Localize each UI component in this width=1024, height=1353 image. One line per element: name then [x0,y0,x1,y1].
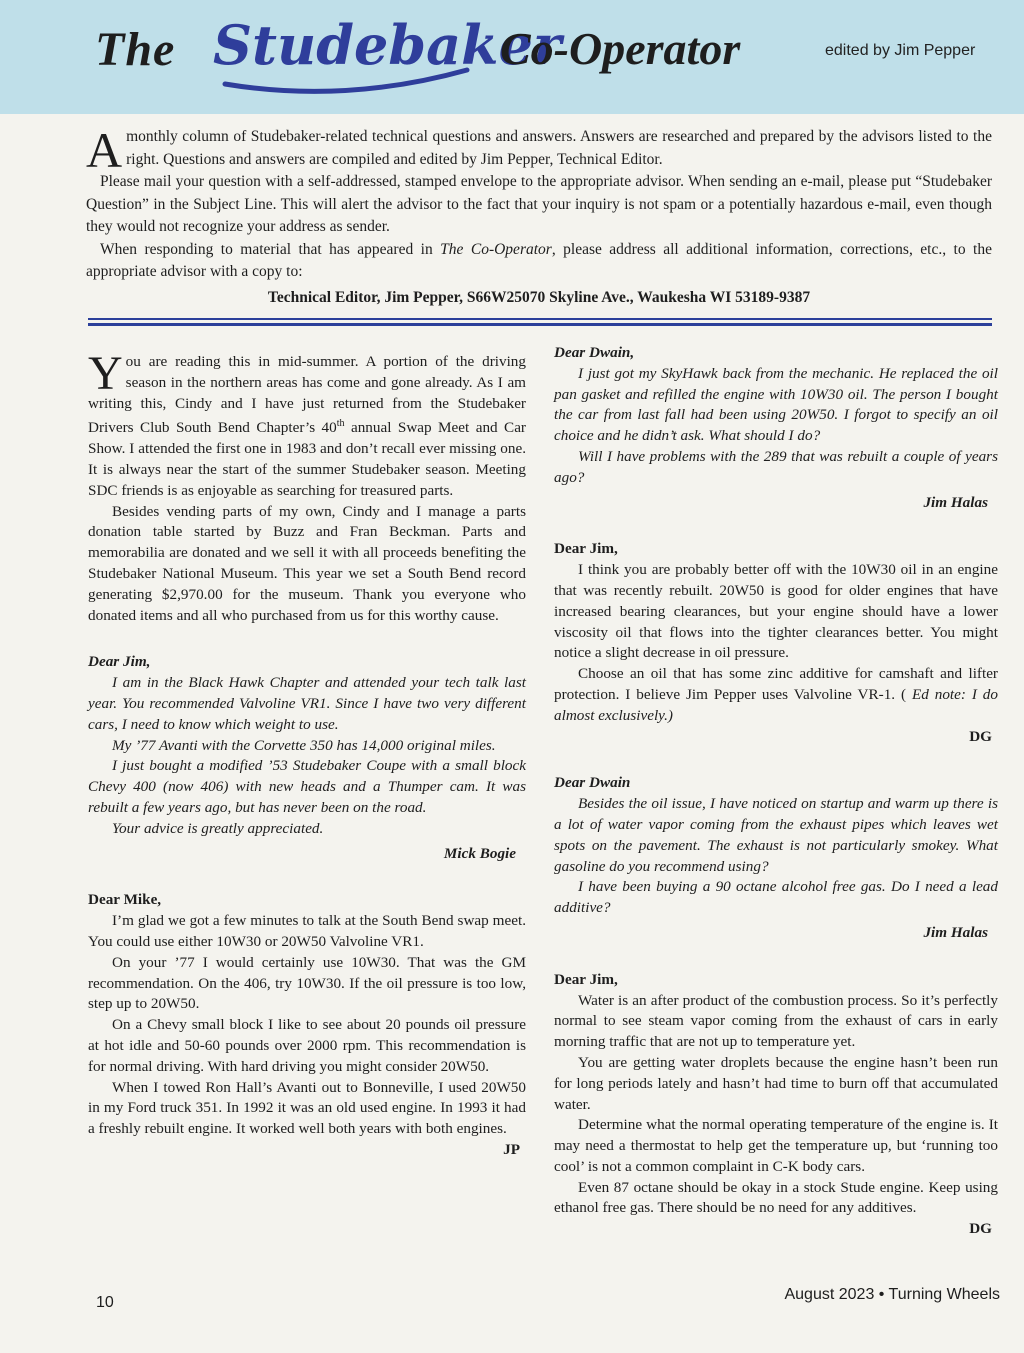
mailing-address: Technical Editor, Jim Pepper, S66W25070 Skyline Ave., Waukesha WI 53189-9387 [267,288,811,306]
left-column [88,347,526,1161]
right-column [554,343,998,1240]
question-letter: Dear Dwain, I just got my SkyHawk back from the mechanic. He replaced the oil pan gasket and refilled the engine with 10W30 oil. The person I bought the car from last fall had been using 20W50. I forgot to specify an oil choice and he didn’t ask. What should I do? Will I have problems with the 289 that was rebuilt a couple of years ago? Jim Halas [554,343,998,513]
answer-letter: Dear Mike, I’m glad we got a few minutes to talk at the South Bend swap meet. You could use either 10W30 or 20W50 Valvoline VR1. On your ’77 I would certainly use 10W30. That was the GM recommendation. On the 406, try 10W30. If the oil pressure is too low, step up to 20W50. On a Chevy small block I like to see about 20 pounds oil pressure at hot idle and 50-60 pounds over 2000 rpm. This recommendation is for normal driving. With hard driving you might consider 20W50. When I towed Ron Hall’s Avanti out to Bonneville, I used 20W50 in my Ford truck 351. In 1992 it was an old used engine. In 1993 it had a freshly rebuilt engine. It worked well both years with both engines. JP [88,890,526,1160]
title-the: The [95,23,176,76]
drop-cap: Y [88,347,123,400]
answer-letter: Dear Jim, I think you are probably better off with the 10W30 oil in an engine that was recently rebuilt. 20W50 is good for older engines that have increased bearing clearances, but your engine should have a lower viscosity oil that flows into the tighter clearances better. You might notice a slight decrease in oil pressure. Choose an oil that has some zinc additive for camshaft and lifter protection. I believe Jim Pepper uses Valvoline VR-1. ( Ed note: I do almost exclusively.) DG [554,539,998,747]
intro-paragraph: Please mail your question with a self-addressed, stamped envelope to the appropriate advisor. When sending an e-mail, please put “Studebaker Question” in the Subject Line. This will alert the advisor to the fact that your inquiry is not spam or a potentially hazardous e-mail, even though they would not recognize your address as sender. [86,173,992,235]
signature: Jim Halas [923,493,988,511]
header-band [0,0,1024,114]
page-number: 10 [96,1294,114,1311]
logo-text: Studebaker [213,13,562,77]
question-letter: Dear Dwain Besides the oil issue, I have noticed on startup and warm up there is a lot of water vapor coming from the exhaust pipes which leaves wet spots on the pavement. The exhaust is not particularly smokey. What gasoline do you recommend using? I have been buying a 90 octane alcohol free gas. Do I need a lead additive? Jim Halas [554,773,998,943]
drop-cap: A [86,122,123,178]
answer-letter: Dear Jim, Water is an after product of the combustion process. So it’s perfectly normal to see steam vapor coming from the exhaust of cars in early morning traffic that are not up to temperature yet. You are getting water droplets because the engine hasn’t been run for long periods lately and hasn’t had time to burn off that accumulated water. Determine what the normal operating temperature of the engine is. It may need a thermostat to help get the temperature up, but ‘running too cool’ is not a common complaint in C-K body cars. Even 87 octane should be okay in a stock Stude engine. Keep using ethanol free gas. There should be no need for any additives. DG [554,970,998,1240]
signature: DG [969,1220,992,1238]
studebaker-logo [205,12,562,102]
question-letter: Dear Jim, I am in the Black Hawk Chapter and attended your tech talk last year. You recommended Valvoline VR1. Since I have two very different cars, I need to know which weight to use. My ’77 Avanti with the Corvette 350 has 14,000 original miles. I just bought a modified ’53 Studebaker Coupe with a small block Chevy 400 (now 406) with new heads and a Thumper cam. It was rebuilt a few years ago, but has never been on the road. Your advice is greatly appreciated. Mick Bogie [88,652,526,864]
editor-note: Besides vending parts of my own, Cindy and I manage a parts donation table started by Buzz and Fran Beckman. Parts and memorabilia are donated and we sell it with all proceeds benefiting the Studebaker National Museum. This year we set a South Bend record generating $2,970.00 for the museum. Thank you everyone who donated items and all who purchased from us for this worthy cause. [88,502,526,624]
intro-paragraph: Amonthly column of Studebaker-related technical questions and answers. Answers are researched and prepared by the advisors listed to the right. Questions and answers are compiled and edited by Jim Pepper, Technical Editor. [86,122,992,178]
salutation: Dear Dwain, [554,344,635,361]
signature: DG [969,727,992,745]
divider [88,318,992,320]
salutation: Dear Jim, [554,970,618,988]
title-co-operator: Co-Operator [500,23,741,74]
editor-credit: edited by Jim Pepper [825,42,976,59]
signature: Jim Halas [923,923,988,941]
salutation: Dear Mike, [88,891,162,909]
intro-section [86,122,992,309]
salutation: Dear Jim, [554,540,618,558]
issue-footer: August 2023 • Turning Wheels [784,1286,1000,1303]
intro-paragraph: When responding to material that has appeared in The Co-Operator, please address all additional information, corrections, etc., to the appropriate advisor with a copy to: [86,240,992,280]
signature: JP [503,1140,520,1158]
signature: Mick Bogie [443,844,516,862]
salutation: Dear Jim, [88,653,151,671]
salutation: Dear Dwain [554,774,631,792]
divider [88,323,992,326]
editor-note: You are reading this in mid-summer. A portion of the driving season in the northern areas has come and gone already. As I am writing this, Cindy and I have just returned from the Studebaker Drivers Club South Bend Chapter’s 40th annual Swap Meet and Car Show. I attended the first one in 1983 and don’t recall ever missing one. It is always near the start of the summer Studebaker season. Meeting SDC friends is as enjoyable as searching for treasured parts. [88,347,526,499]
